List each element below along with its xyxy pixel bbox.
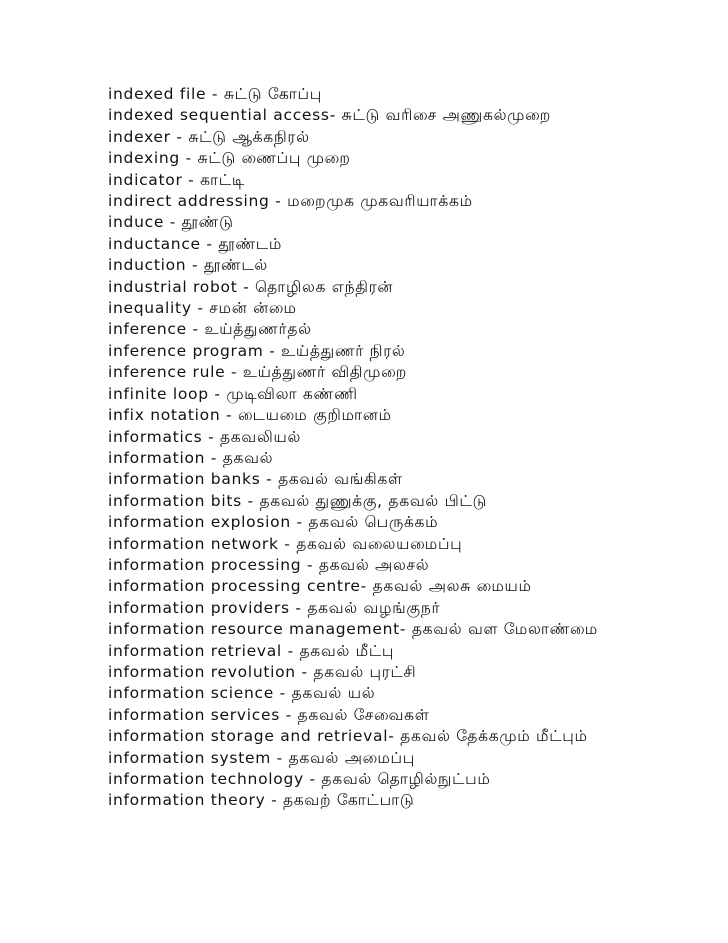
tamil-translation: தொழிலக எந்திரன் (255, 277, 394, 296)
english-term: information banks (108, 470, 261, 489)
tamil-translation: தகவற் கோட்பாடு (283, 791, 415, 810)
tamil-translation: தூண்டல் (203, 256, 268, 275)
entry-separator: - (220, 406, 238, 425)
entry-separator: - (260, 470, 279, 489)
glossary-entry (108, 170, 708, 191)
english-term: inductance (108, 234, 201, 253)
glossary-entry (108, 255, 708, 276)
entry-separator: - (399, 620, 412, 639)
glossary-entry (108, 641, 708, 662)
entry-separator: - (301, 555, 319, 574)
glossary-entry (108, 683, 708, 704)
tamil-translation: காட்டி (200, 170, 245, 189)
glossary-entry (108, 534, 708, 555)
glossary-entry (108, 148, 708, 169)
english-term: induction (108, 256, 187, 275)
english-term: induce (108, 213, 165, 232)
tamil-translation: முடிவிலா கண்ணி (226, 384, 358, 403)
english-term: information science (108, 684, 275, 703)
entry-separator: - (186, 320, 205, 339)
english-term: information revolution (108, 662, 296, 681)
english-term: information storage and retrieval (108, 727, 389, 746)
glossary-entry (108, 726, 708, 747)
glossary-entry (108, 384, 708, 405)
tamil-translation: தகவலியல் (220, 427, 302, 446)
entry-separator: - (303, 770, 322, 788)
glossary-entry (108, 127, 708, 148)
glossary-entry (108, 84, 708, 105)
glossary-entry (108, 362, 708, 383)
tamil-translation: சுட்டு கோப்பு (223, 85, 323, 103)
glossary-entry (108, 619, 708, 640)
entry-separator: - (186, 256, 204, 275)
entry-separator: - (237, 277, 256, 296)
english-term: indexer (108, 127, 171, 146)
tamil-translation: தூண்டம் (218, 234, 283, 253)
english-term: indexing (108, 149, 180, 168)
glossary-entry (108, 298, 708, 319)
english-term: indirect addressing (108, 192, 270, 211)
tamil-translation: தகவல் வள மேலாண்மை (411, 620, 598, 639)
entry-separator: - (279, 705, 298, 724)
english-term: infix notation (108, 406, 221, 425)
entry-separator: - (289, 598, 308, 617)
glossary-entry (108, 598, 708, 619)
english-term: inequality (108, 299, 192, 318)
tamil-translation: தகவல் சேவைகள் (297, 705, 430, 724)
english-term: inference (108, 320, 187, 339)
tamil-translation: தகவல் (222, 448, 274, 467)
entry-separator: - (202, 427, 221, 446)
tamil-translation: தகவல் புரட்சி (313, 662, 417, 681)
entry-separator: - (208, 384, 227, 403)
english-term: information retrieval (108, 641, 282, 660)
entry-separator: - (290, 513, 309, 532)
entry-separator: - (360, 577, 373, 596)
glossary-entry (108, 212, 708, 233)
tamil-translation: சுட்டு வரிசை அணுகல்முறை (341, 106, 552, 125)
entry-separator: - (295, 662, 314, 681)
tamil-translation: தூண்டு (181, 213, 234, 232)
english-term: information providers (108, 598, 290, 617)
english-term: information processing centre (108, 577, 361, 596)
english-term: information services (108, 705, 280, 724)
glossary-entry (108, 790, 708, 811)
glossary-entry (108, 277, 708, 298)
entry-separator: - (263, 341, 282, 360)
glossary-entry (108, 448, 708, 469)
english-term: industrial robot (108, 277, 238, 296)
glossary-entry (108, 662, 708, 683)
tamil-translation: டையமை குறிமானம் (237, 406, 392, 425)
tamil-translation: சுட்டு ஆக்கநிரல் (188, 127, 310, 146)
english-term: information network (108, 534, 279, 553)
entry-separator: - (278, 534, 297, 553)
tamil-translation: தகவல் வலையமைப்பு (296, 534, 463, 553)
entry-separator: - (164, 213, 182, 232)
entry-separator: - (388, 727, 401, 746)
glossary-entry (108, 512, 708, 533)
entry-separator: - (179, 149, 198, 168)
entry-separator: - (241, 491, 260, 510)
english-term: inference rule (108, 363, 226, 382)
entry-separator: - (329, 106, 342, 125)
tamil-translation: உய்த்துணர் விதிமுறை (242, 363, 408, 382)
english-term: information explosion (108, 513, 291, 532)
glossary-entry (108, 341, 708, 362)
tamil-translation: சுட்டு ணைப்பு முறை (197, 149, 351, 168)
glossary-entry (108, 234, 708, 255)
tamil-translation: தகவல் வழங்குநர் (307, 598, 441, 617)
tamil-translation: தகவல் வங்கிகள் (278, 470, 403, 489)
entry-separator: - (274, 684, 292, 703)
english-term: information system (108, 748, 272, 767)
entry-separator: - (205, 448, 223, 467)
glossary-entry (108, 705, 708, 726)
english-term: information (108, 448, 206, 467)
english-term: indicator (108, 170, 183, 189)
tamil-translation: தகவல் துணுக்கு, தகவல் பிட்டு (259, 491, 487, 510)
entry-separator: - (182, 170, 201, 189)
glossary-page (108, 84, 708, 812)
english-term: information bits (108, 491, 242, 510)
entry-separator: - (269, 192, 288, 211)
glossary-entry (108, 576, 708, 597)
english-term: indexed sequential access (108, 106, 330, 125)
english-term: inference program (108, 341, 264, 360)
glossary-entry (108, 469, 708, 490)
tamil-translation: தகவல் யல் (291, 684, 376, 703)
tamil-translation: தகவல் அமைப்பு (288, 748, 415, 767)
glossary-entry (108, 405, 708, 426)
entry-separator: - (281, 641, 300, 660)
english-term: infinite loop (108, 384, 209, 403)
entry-separator: - (170, 127, 189, 146)
entry-separator: - (265, 791, 284, 810)
glossary-entry (108, 491, 708, 512)
tamil-translation: தகவல் பெருக்கம் (308, 513, 439, 532)
tamil-translation: உய்த்துணர் நிரல் (281, 341, 406, 360)
tamil-translation: தகவல் தேக்கமும் மீட்பும் (400, 727, 588, 746)
tamil-translation: சமன் ன்மை (209, 299, 297, 318)
entry-separator: - (225, 363, 243, 382)
tamil-translation: தகவல் மீட்பு (299, 641, 395, 660)
english-term: informatics (108, 427, 203, 446)
entry-separator: - (271, 748, 289, 767)
glossary-entry (108, 748, 708, 769)
english-term: information resource management (108, 620, 400, 639)
english-term: information theory (108, 791, 266, 810)
glossary-entry (108, 427, 708, 448)
english-term: information processing (108, 555, 302, 574)
tamil-translation: உய்த்துணர்தல் (204, 320, 312, 339)
entry-separator: - (200, 234, 219, 253)
tamil-translation: மறைமுக முகவரியாக்கம் (287, 192, 473, 211)
tamil-translation: தகவல் தொழில்நுட்பம் (321, 770, 491, 788)
english-term: indexed file (108, 85, 207, 103)
english-term: information technology (108, 770, 304, 788)
entry-separator: - (191, 299, 210, 318)
glossary-entry (108, 769, 708, 790)
glossary-entry (108, 105, 708, 126)
entry-separator: - (206, 85, 224, 103)
glossary-entry (108, 319, 708, 340)
glossary-entry (108, 191, 708, 212)
tamil-translation: தகவல் அலசு மையம் (372, 577, 532, 596)
glossary-entry (108, 555, 708, 576)
tamil-translation: தகவல் அலசல் (318, 555, 430, 574)
